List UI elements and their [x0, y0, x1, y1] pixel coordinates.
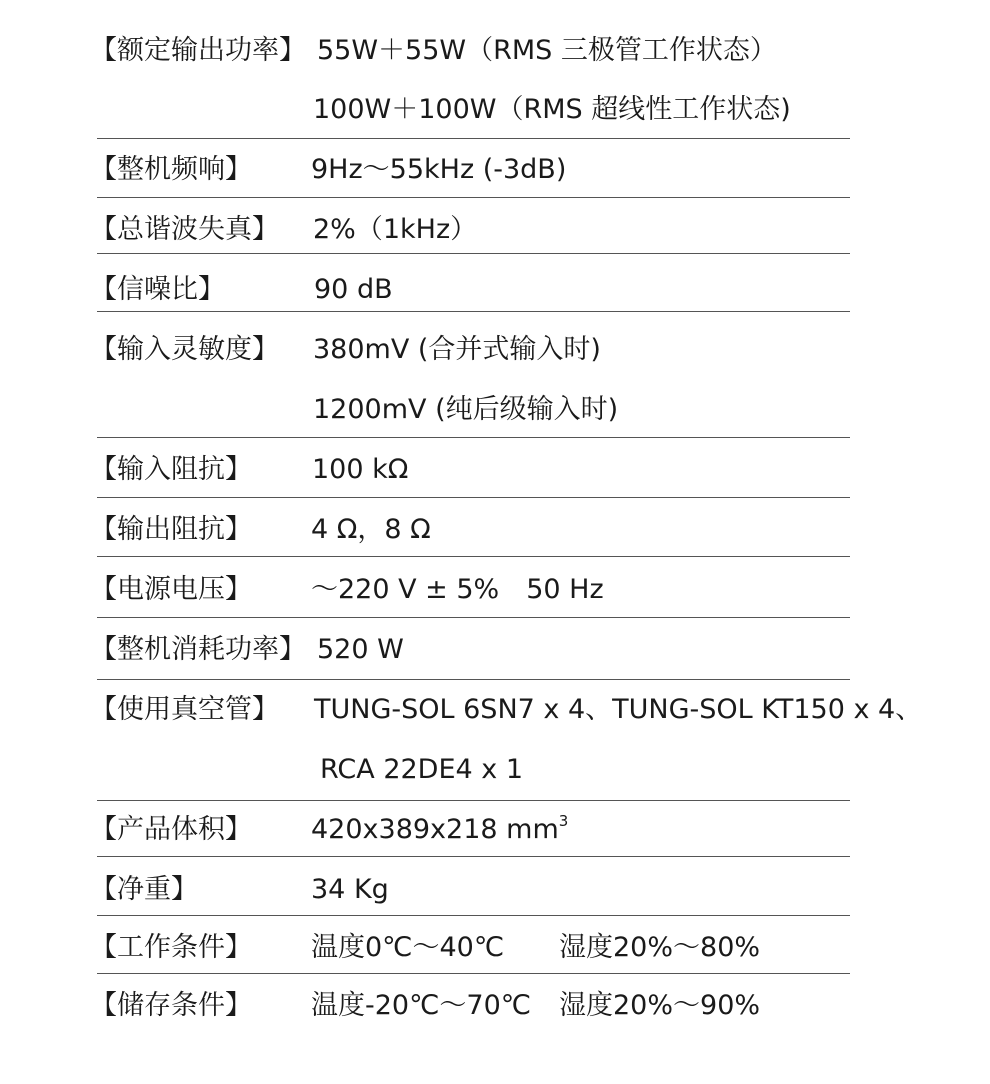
spec-value-output-impedance: 4 Ω，8 Ω: [311, 514, 431, 545]
spec-value-operating-humidity: 湿度20%～80%: [559, 932, 761, 963]
spec-label-output-impedance: 【输出阻抗】: [90, 514, 252, 545]
divider: [97, 311, 850, 312]
spec-value-vacuum-tubes-line-2: RCA 22DE4 x 1: [320, 754, 524, 785]
spec-value-rated-power-ultralinear: 100W＋100W（RMS 超线性工作状态): [313, 94, 791, 125]
spec-label-operating-conditions: 【工作条件】: [90, 932, 252, 963]
spec-value-power-consumption: 520 W: [317, 634, 404, 665]
spec-value-supply-voltage: ～220 V ± 5% 50 Hz: [311, 574, 604, 605]
spec-label-input-sensitivity: 【输入灵敏度】: [90, 334, 279, 365]
spec-value-vacuum-tubes-line-1: TUNG-SOL 6SN7 x 4、TUNG-SOL KT150 x 4、: [314, 694, 923, 725]
divider: [97, 617, 850, 618]
spec-label-rated-power: 【额定输出功率】: [90, 35, 306, 66]
spec-value-rated-power-triode: 55W＋55W（RMS 三极管工作状态）: [317, 35, 777, 66]
divider: [97, 138, 850, 139]
spec-label-input-impedance: 【输入阻抗】: [90, 454, 252, 485]
divider: [97, 973, 850, 974]
spec-value-snr: 90 dB: [314, 274, 393, 305]
spec-value-net-weight: 34 Kg: [311, 874, 389, 905]
spec-value-operating-temperature: 温度0℃～40℃: [311, 932, 505, 963]
divider: [97, 915, 850, 916]
spec-label-net-weight: 【净重】: [90, 874, 198, 905]
spec-label-thd: 【总谐波失真】: [90, 214, 279, 245]
spec-label-power-consumption: 【整机消耗功率】: [90, 634, 306, 665]
spec-label-vacuum-tubes: 【使用真空管】: [90, 694, 279, 725]
spec-label-dimensions: 【产品体积】: [90, 814, 252, 845]
divider: [97, 856, 850, 857]
spec-value-input-impedance: 100 kΩ: [312, 454, 409, 485]
spec-value-input-sensitivity-integrated: 380mV (合并式输入时): [313, 334, 601, 365]
spec-label-supply-voltage: 【电源电压】: [90, 574, 252, 605]
spec-value-frequency-response: 9Hz～55kHz (-3dB): [311, 154, 567, 185]
spec-value-input-sensitivity-power-amp: 1200mV (纯后级输入时): [313, 394, 619, 425]
spec-value-storage-humidity: 湿度20%～90%: [559, 990, 761, 1021]
divider: [97, 253, 850, 254]
divider: [97, 197, 850, 198]
spec-label-snr: 【信噪比】: [90, 274, 225, 305]
spec-label-storage-conditions: 【储存条件】: [90, 990, 252, 1021]
divider: [97, 679, 850, 680]
divider: [97, 437, 850, 438]
spec-value-thd: 2%（1kHz）: [313, 214, 478, 245]
divider: [97, 800, 850, 801]
spec-value-dimensions-superscript: 3: [558, 812, 569, 830]
spec-value-dimensions: [311, 812, 569, 845]
spec-value-storage-temperature: 温度-20℃～70℃: [311, 990, 532, 1021]
divider: [97, 497, 850, 498]
divider: [97, 556, 850, 557]
spec-label-frequency-response: 【整机频响】: [90, 154, 252, 185]
spec-value-dimensions-text: 420x389x218 mm: [311, 814, 559, 845]
